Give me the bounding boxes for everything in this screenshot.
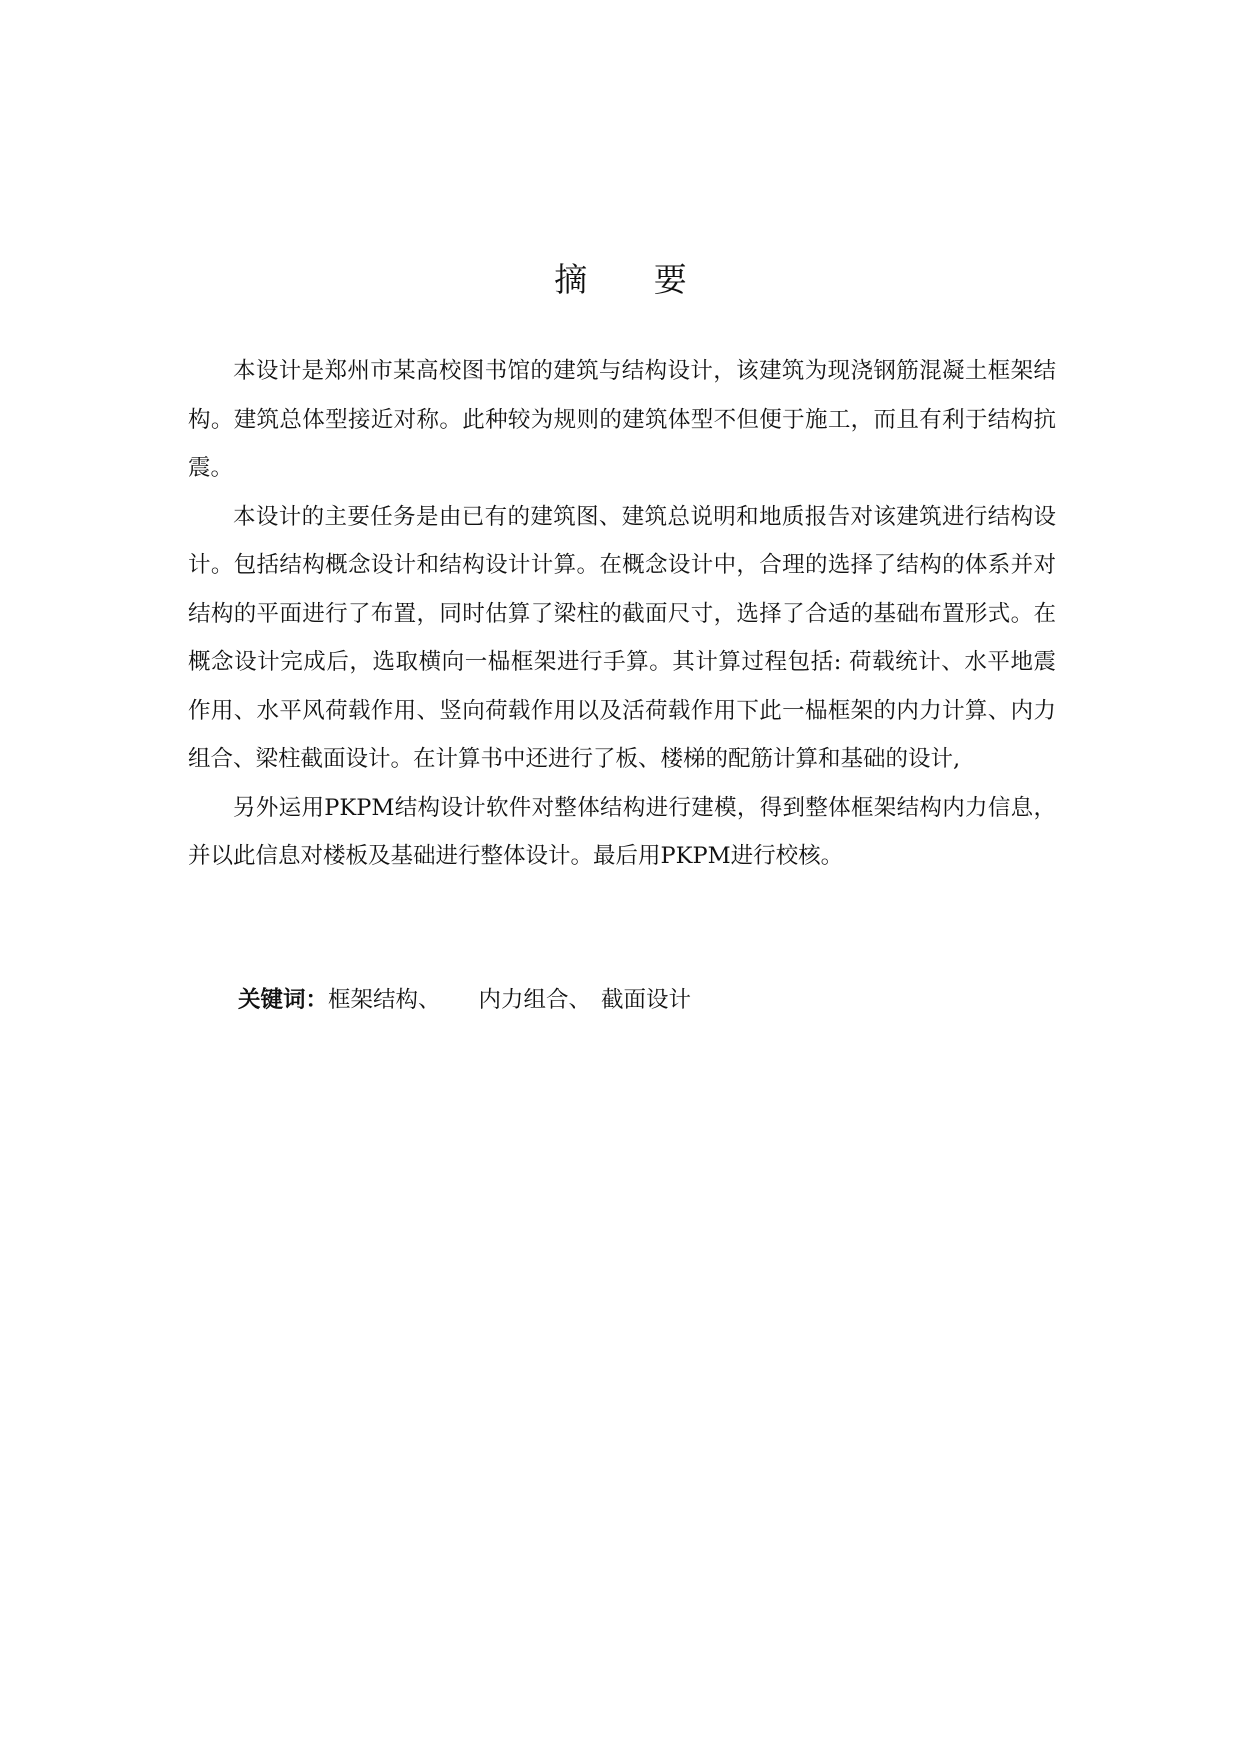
- abstract-paragraph-2: 本设计的主要任务是由已有的建筑图、建筑总说明和地质报告对该建筑进行结构设计。包括结构概念设计和结构设计计算。在概念设计中，合理的选择了结构的体系并对结构的平面进行了布置，同时估算了梁柱的截面尺寸，选择了合适的基础布置形式。在概念设计完成后，选取横向一榀框架进行手算。其计算过程包括: 荷载统计、水平地震作用、水平风荷载作用、竖向荷载作用以及活荷载作用下此一榀框架的内力计算、内力组合、梁柱截面设计。在计算书中还进行了板、楼梯的配筋计算和基础的设计,: [188, 503, 1056, 772]
- keywords-line: [238, 976, 701, 1024]
- keyword-item: 框架结构、: [328, 987, 441, 1013]
- abstract-title: 摘 要: [554, 260, 715, 299]
- abstract-paragraph-1: 本设计是郑州市某高校图书馆的建筑与结构设计，该建筑为现浇钢筋混凝土框架结构。建筑总体型接近对称。此种较为规则的建筑体型不但便于施工，而且有利于结构抗震。: [188, 358, 1056, 481]
- keyword-item: 截面设计: [601, 987, 692, 1013]
- keyword-item: 内力组合、: [478, 987, 592, 1013]
- abstract-paragraph-3: 另外运用PKPM结构设计软件对整体结构进行建模，得到整体框架结构内力信息，并以此信息对楼板及基础进行整体设计。最后用PKPM进行校核。: [188, 794, 1056, 869]
- keywords-label: 关键词：: [238, 987, 329, 1013]
- abstract-body: [188, 347, 1056, 881]
